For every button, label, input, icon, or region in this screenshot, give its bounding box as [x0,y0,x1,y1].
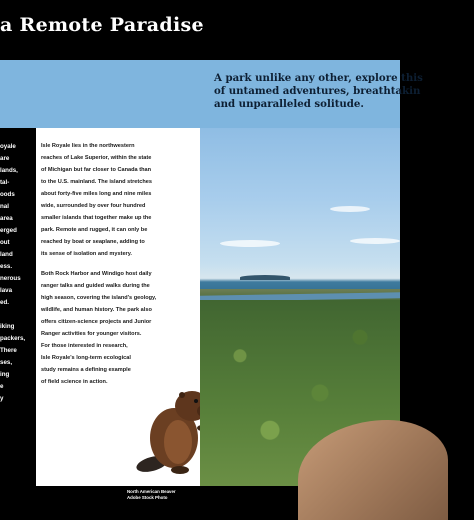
left-column-line: tal- [0,179,10,186]
left-column-line: There [0,347,17,354]
left-column-line: lava [0,287,13,294]
photo-caption [127,489,207,502]
tagline-line: of untamed adventures, breathtakin [214,85,421,97]
left-column-line: ing [0,371,10,378]
article-line: about forty-five miles long and nine miles [41,191,152,197]
article-line: study remains a defining example [41,367,131,373]
article-line: wide, surrounded by over four hundred [41,203,146,209]
header-bar [0,0,400,60]
article-line: Isle Royale's long-term ecological [41,355,131,361]
cloud [330,206,370,212]
article-line: of field science in action. [41,379,108,385]
article-line: ranger talks and guided walks during the [41,283,150,289]
article-line: of Michigan but far closer to Canada than [41,167,152,173]
left-column-line: lands, [0,167,18,174]
left-column-line: y [0,395,4,402]
article-line: reached by boat or seaplane, adding to [41,239,145,245]
tagline-band [0,60,423,128]
cloud [350,238,400,244]
beaver-foot [171,466,189,474]
caption-subject: North American Beaver [127,489,176,494]
left-column-line: oods [0,191,15,198]
tagline-line: and unparalleled solitude. [214,98,364,110]
page-title: a Remote Paradise [0,14,204,36]
article-line: park. Remote and rugged, it can only be [41,227,148,233]
tagline-line: A park unlike any other, explore this [214,72,423,84]
left-column-line: out [0,239,10,246]
article-line: its sense of isolation and mystery. [41,251,132,257]
article-line: Isle Royale lies in the northwestern [41,143,135,149]
left-column-text [0,128,36,486]
article-line: high season, covering the island's geology, [41,295,157,301]
left-column-line: e [0,383,4,390]
article-line: For those interested in research, [41,343,128,349]
article-line: to the U.S. mainland. The island stretches [41,179,152,185]
article-line: Both Rock Harbor and Windigo host daily [41,271,152,277]
article-line: wildlife, and human history. The park also [41,307,152,313]
left-column-line: are [0,155,10,162]
article-line: smaller islands that together make up the [41,215,152,221]
tagline [214,72,474,111]
left-column-line: area [0,215,13,222]
article-line: reaches of Lake Superior, within the state [41,155,152,161]
left-column-line: ess. [0,263,13,270]
left-column-line: ed. [0,299,9,306]
left-column-line: erged [0,227,17,234]
article-line: Ranger activities for younger visitors. [41,331,142,337]
distant-island [240,275,290,280]
left-column-line: land [0,251,13,258]
beaver-belly [164,420,192,464]
beaver-eye [194,399,198,403]
left-column-line: ses, [0,359,13,366]
landscape-photo [200,128,400,486]
left-column-line: packers, [0,335,26,342]
article-line: offers citizen-science projects and Junior [41,319,152,325]
article-column [36,128,200,486]
left-column-line: oyale [0,143,16,150]
left-column-line: nal [0,203,9,210]
left-column-line: nerous [0,275,21,282]
cloud [220,240,280,247]
left-column-line: iking [0,323,15,330]
caption-credit: Adobe Stock Photo [127,495,168,501]
beaver-ear [179,392,185,398]
